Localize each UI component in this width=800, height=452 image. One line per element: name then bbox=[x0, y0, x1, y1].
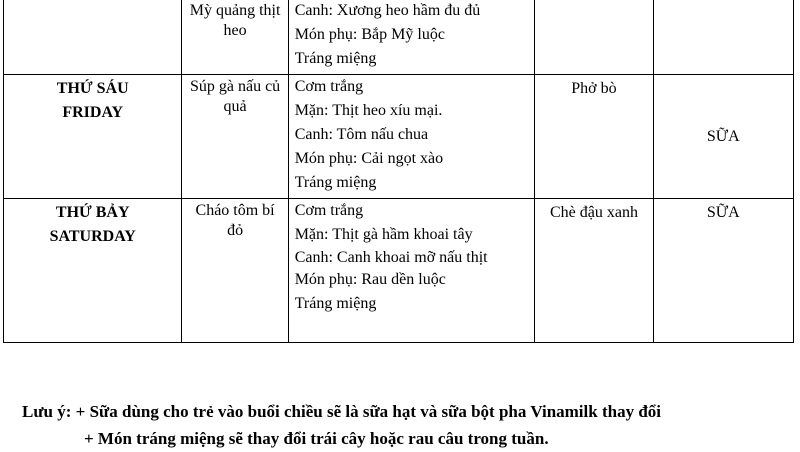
lunch-line: Cơm trắng bbox=[294, 202, 364, 219]
snack-cell bbox=[535, 0, 653, 75]
lunch-line: Món phụ: Cải ngọt xào bbox=[294, 150, 444, 167]
breakfast-text: Súp gà nấu củ quả bbox=[189, 78, 281, 115]
lunch-line: Món phụ: Bắp Mỹ luộc bbox=[294, 26, 445, 43]
breakfast-cell bbox=[182, 199, 288, 343]
lunch-line: Canh: Tôm nấu chua bbox=[294, 126, 429, 143]
lunch-line: Mặn: Thịt gà hầm khoai tây bbox=[294, 226, 473, 243]
day-name-en: SATURDAY bbox=[49, 228, 136, 245]
lunch-line: Tráng miệng bbox=[294, 174, 377, 191]
lunch-cell bbox=[288, 75, 535, 199]
lunch-line: Mặn: Thịt heo xíu mại. bbox=[294, 102, 443, 119]
breakfast-text: Mỳ quảng thịt heo bbox=[189, 2, 281, 39]
breakfast-text: Cháo tôm bí đỏ bbox=[195, 202, 275, 239]
lunch-line: Tráng miệng bbox=[294, 50, 377, 67]
day-cell-saturday bbox=[4, 199, 182, 343]
milk-cell bbox=[653, 0, 793, 75]
lunch-cell bbox=[288, 199, 535, 343]
milk-cell: SỮA bbox=[653, 75, 793, 199]
breakfast-cell bbox=[182, 0, 288, 75]
milk-cell: SỮA bbox=[653, 199, 793, 343]
snack-cell: Chè đậu xanh bbox=[535, 199, 653, 343]
breakfast-cell bbox=[182, 75, 288, 199]
day-name-vi: THỨ SÁU bbox=[56, 80, 129, 97]
table-row bbox=[4, 199, 794, 343]
footnote-line-2: + Món tráng miệng sẽ thay đổi trái cây hoặc rau câu trong tuần. bbox=[84, 429, 549, 448]
lunch-line: Tráng miệng bbox=[294, 295, 377, 312]
lunch-line: Cơm trắng bbox=[294, 78, 364, 95]
footnote bbox=[22, 398, 661, 452]
snack-cell: Phở bò bbox=[535, 75, 653, 199]
table-row bbox=[4, 0, 794, 75]
day-cell-friday bbox=[4, 75, 182, 199]
lunch-line: Món phụ: Rau dền luộc bbox=[294, 271, 446, 288]
footnote-line-1: Lưu ý: + Sữa dùng cho trẻ vào buổi chiều sẽ là sữa hạt và sữa bột pha Vinamilk thay đổi bbox=[22, 402, 662, 421]
lunch-cell bbox=[288, 0, 535, 75]
day-name-vi: THỨ BẢY bbox=[55, 204, 130, 221]
day-cell bbox=[4, 0, 182, 75]
day-name-en: FRIDAY bbox=[62, 104, 124, 121]
table-row bbox=[4, 75, 794, 199]
lunch-line: Canh: Canh khoai mỡ nấu thịt bbox=[294, 249, 488, 266]
lunch-line: Canh: Xương heo hầm đu đủ bbox=[294, 2, 481, 19]
weekly-menu-table bbox=[3, 0, 794, 343]
